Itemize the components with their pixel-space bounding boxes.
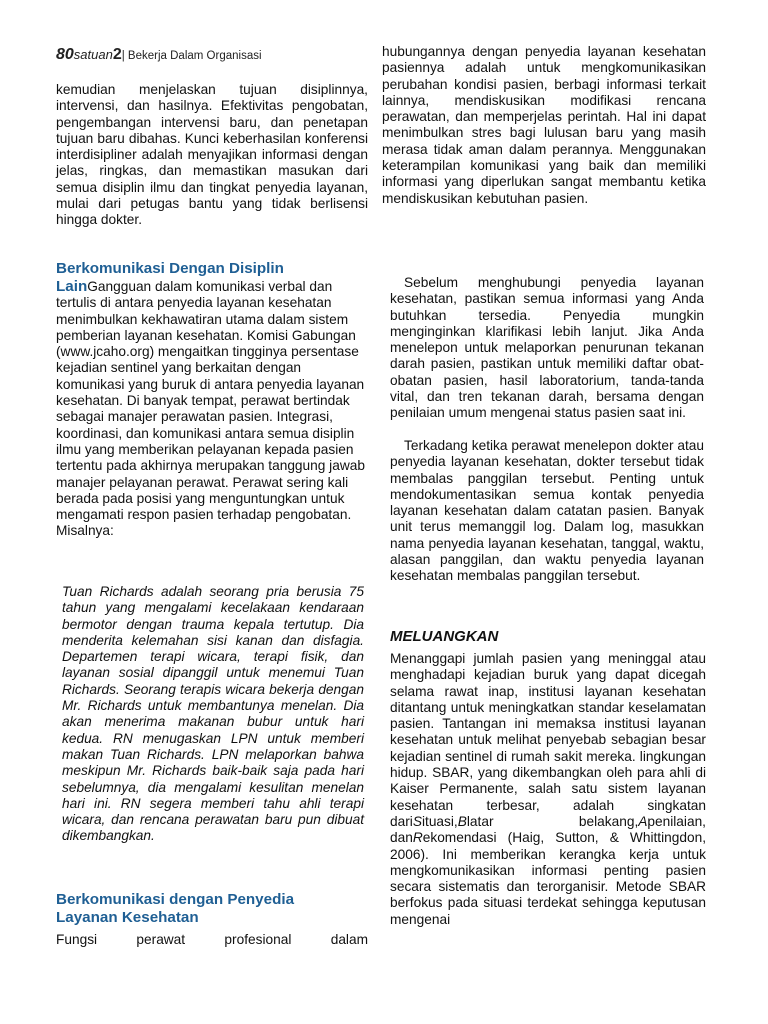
heading-meluangkan: MELUANGKAN (390, 628, 499, 645)
sbar-s-letter: S (412, 813, 422, 829)
sbar-b-word: latar belakang, (466, 813, 639, 829)
page-header (56, 46, 262, 64)
paragraph-meluangkan-text: Menanggapi jumlah pasien yang meninggal atau menghadapi kejadian buruk yang dapat dicegah selama rawat inap, institusi layanan kesehatan ditantang untuk meningkatkan standar keselamatan pasien. Tantangan ini memaksa institusi layanan kesehatan untuk melihat penyebab sebagian besar kejadian sentinel di rumah sakit mereka. lingkungan hidup. SBAR, yang dikembangkan oleh para ahli di Kaiser Permanente, salah satu sistem layanan kesehatan terbesar, adalah singkatan dari (390, 651, 706, 829)
paragraph-meluangkan (390, 651, 706, 928)
paragraph-meluangkan-cont: (Haig, Sutton, & Whittingdon, 2006). Ini memberikan kerangka kerja untuk mengkomunikasikan informasi penting pasien secara sistematis dan terorganisir. Metode SBAR berfokus pada situasi terdekat sehingga keputusan mengenai (390, 830, 706, 927)
page-number: 80 (56, 46, 74, 63)
paragraph-disiplin-lain (56, 279, 368, 540)
heading-disiplin-lain-continuation: Lain (56, 278, 88, 295)
paragraph-sebelum: Sebelum menghubungi penyedia layanan kesehatan, pastikan semua informasi yang Anda butuhkan tersedia. Penyedia mungkin menginginkan klarifikasi lebih lanjut. Jika Anda menelepon untuk melaporkan penurunan tekanan darah pasien, pastikan untuk memiliki daftar obat-obatan pasien, hasil laboratorium, tanda-tanda vital, dan tren tekanan darah, bersama dengan penilaian umum mengenai status pasien saat ini. (390, 275, 704, 421)
unit-number: 2 (112, 46, 122, 63)
paragraph-disiplin-lain-text: Gangguan dalam komunikasi verbal dan tertulis di antara penyedia layanan kesehatan menimbulkan kekhawatiran utama dalam sistem pemberian layanan kesehatan. Komisi Gabungan (www.jcaho.org) mengaitkan tingginya persentase kejadian sentinel yang berkaitan dengan komunikasi yang buruk di antara penyedia layanan kesehatan. Di banyak tempat, perawat bertindak sebagai manajer perawatan pasien. Integrasi, koordinasi, dan komunikasi antara semua disiplin ilmu yang memberikan pelayanan kepada pasien tertentu pada akhirnya merupakan tanggung jawab manajer pelayanan perawat. Perawat sering kali berada pada posisi yang menguntungkan untuk mengamati respon pasien terhadap pengobatan. Misalnya: (56, 279, 365, 539)
sbar-a-letter: A (638, 813, 648, 829)
chapter-title: | Bekerja Dalam Organisasi (121, 50, 262, 62)
heading-penyedia-layanan: Berkomunikasi dengan Penyedia Layanan Kesehatan (56, 891, 295, 926)
heading-disiplin-lain: Berkomunikasi Dengan Disiplin (56, 260, 284, 277)
sbar-r-word: ekomendasi (422, 830, 497, 846)
sbar-b-letter: B (457, 813, 467, 829)
unit-label: satuan (73, 47, 113, 62)
paragraph-fungsi: Fungsi perawat profesional dalam (56, 932, 368, 947)
example-case-paragraph: Tuan Richards adalah seorang pria berusia 75 tahun yang mengalami kecelakaan kendaraan bermotor dengan trauma kepala tertutup. Dia menderita kelemahan sisi kanan dan disfagia. Departemen terapi wicara, terapi fisik, dan layanan sosial dipanggil untuk menemui Tuan Richards. Seorang terapis wicara bekerja dengan Mr. Richards untuk membantunya menelan. Dia akan menerima makanan bubur untuk hari kedua. RN menugaskan LPN untuk memberi makan Tuan Richards. LPN melaporkan bahwa meskipun Mr. Richards baik-baik saja pada hari sebelumnya, dia mengalami kesulitan menelan hari ini. RN segera memberi tahu ahli terapi wicara, dan rencana perawatan baru pun dibuat dikembangkan. (62, 584, 364, 844)
paragraph-intro: kemudian menjelaskan tujuan disiplinnya, intervensi, dan hasilnya. Efektivitas pengobatan, pengembangan intervensi baru, dan penetapan tujuan baru dibahas. Kunci keberhasilan konferensi interdisipliner adalah menyajikan informasi dengan jelas, ringkas, dan memastikan masukan dari semua disiplin ilmu dan tingkat penyedia layanan, mulai dari petugas bantu yang tidak berlisensi hingga dokter. (56, 82, 368, 228)
sbar-s-word: ituasi, (421, 813, 458, 829)
paragraph-continuation: hubungannya dengan penyedia layanan kesehatan pasiennya adalah untuk mengkomunikasikan perubahan kondisi pasien, berbagi informasi terkait lainnya, mendiskusikan modifikasi rencana perawatan, dan memperjelas perintah. Hal ini dapat menimbulkan stres bagi lulusan baru yang masih merasa tidak aman dalam perannya. Menggunakan keterampilan komunikasi yang baik dan memiliki informasi yang diperlukan sangat membantu ketika mendiskusikan kebutuhan pasien. (382, 44, 706, 206)
paragraph-terkadang: Terkadang ketika perawat menelepon dokter atau penyedia layanan kesehatan, dokter tersebut tidak membalas panggilan tersebut. Penting untuk mendokumentasikan semua kontak penyedia layanan kesehatan dalam catatan pasien. Banyak unit terus memanggil log. Dalam log, masukkan nama penyedia layanan kesehatan, tanggal, waktu, alasan panggilan, dan waktu penyedia layanan kesehatan membalas panggilan tersebut. (390, 438, 704, 584)
sbar-r-letter: R (412, 830, 423, 846)
sbar-a-word: penilaian, dan (390, 813, 706, 846)
